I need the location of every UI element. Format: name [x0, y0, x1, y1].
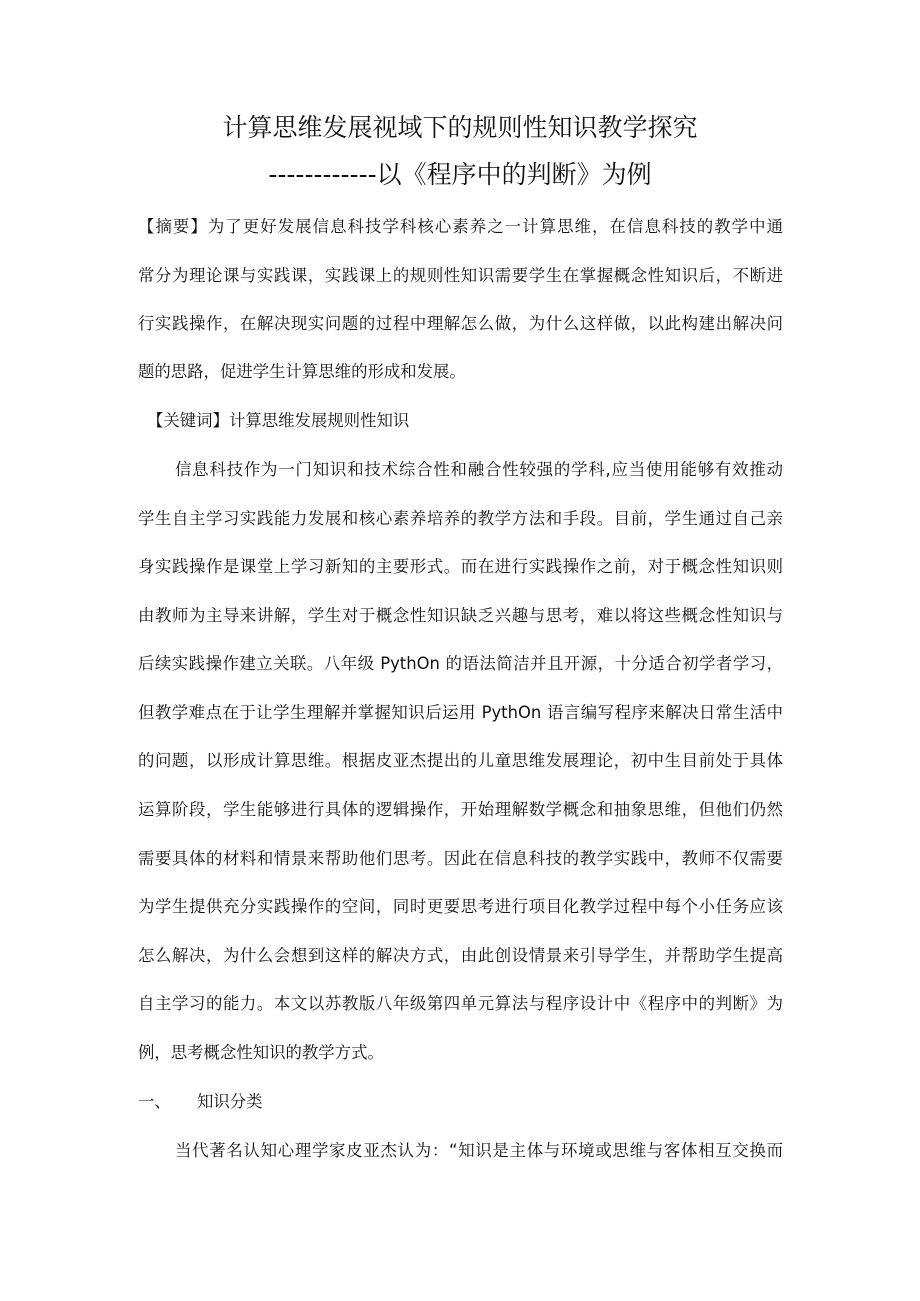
section-body-line: 当代著名认知心理学家皮亚杰认为：“知识是主体与环境或思维与客体相互交换而 — [175, 1141, 783, 1160]
intro-line: 后续实践操作建立关联。八年级 PythOn 的语法简洁并且开源，十分适合初学者学习， — [138, 654, 783, 673]
intro-line: 需要具体的材料和情景来帮助他们思考。因此在信息科技的教学实践中，教师不仅需要 — [138, 849, 783, 868]
document-title: 计算思维发展视域下的规则性知识教学探究 — [222, 113, 698, 142]
section-heading: 知识分类 — [197, 1092, 263, 1111]
intro-line: 例，思考概念性知识的教学方式。 — [138, 1043, 384, 1062]
abstract-line: 【摘要】为了更好发展信息科技学科核心素养之一计算思维，在信息科技的教学中通 — [138, 217, 783, 236]
intro-line: 怎么解决，为什么会想到这样的解决方式，由此创设情景来引导学生，并帮助学生提高 — [138, 946, 783, 965]
intro-line: 自主学习的能力。本文以苏教版八年级第四单元算法与程序设计中《程序中的判断》为 — [138, 994, 783, 1013]
section-number: 一、 — [138, 1092, 171, 1111]
document-subtitle: ------------以《程序中的判断》为例 — [268, 160, 652, 189]
intro-line: 为学生提供充分实践操作的空间，同时更要思考进行项目化教学过程中每个小任务应该 — [138, 897, 783, 916]
intro-line: 身实践操作是课堂上学习新知的主要形式。而在进行实践操作之前，对于概念性知识则 — [138, 557, 783, 576]
abstract-line: 行实践操作，在解决现实问题的过程中理解怎么做，为什么这样做，以此构建出解决问 — [138, 314, 783, 333]
abstract-line: 题的思路，促进学生计算思维的形成和发展。 — [138, 362, 466, 381]
intro-line: 学生自主学习实践能力发展和核心素养培养的教学方法和手段。目前，学生通过自己亲 — [138, 509, 783, 528]
intro-line: 由教师为主导来讲解，学生对于概念性知识缺乏兴趣与思考，难以将这些概念性知识与 — [138, 606, 783, 625]
keywords-line: 【关键词】计算思维发展规则性知识 — [147, 411, 410, 430]
intro-line: 的问题，以形成计算思维。根据皮亚杰提出的儿童思维发展理论，初中生目前处于具体 — [138, 751, 783, 770]
abstract-line: 常分为理论课与实践课，实践课上的规则性知识需要学生在掌握概念性知识后，不断进 — [138, 266, 783, 285]
intro-line: 信息科技作为一门知识和技术综合性和融合性较强的学科,应当使用能够有效推动 — [175, 460, 783, 479]
intro-line: 运算阶段，学生能够进行具体的逻辑操作，开始理解数学概念和抽象思维，但他们仍然 — [138, 800, 783, 819]
intro-line: 但教学难点在于让学生理解并掌握知识后运用 PythOn 语言编写程序来解决日常生活中 — [138, 703, 783, 722]
